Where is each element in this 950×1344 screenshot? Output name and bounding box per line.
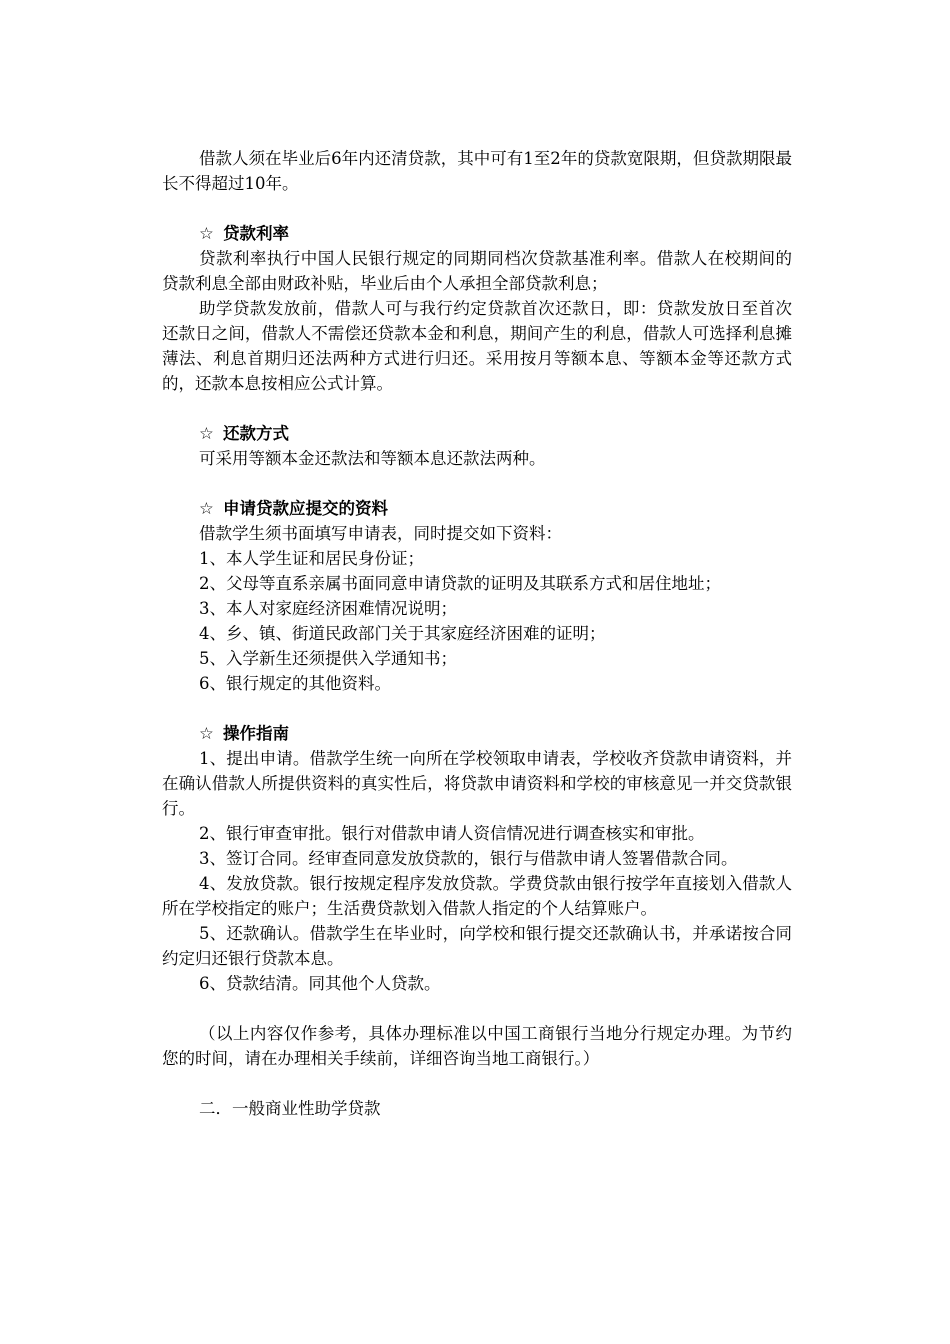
star-icon: ☆ bbox=[199, 499, 214, 518]
spacer bbox=[162, 471, 792, 496]
intro-paragraph: 借款人须在毕业后6年内还清贷款，其中可有1至2年的贷款宽限期，但贷款期限最长不得超过10年。 bbox=[162, 149, 792, 193]
list-item: 5、还款确认。借款学生在毕业时，向学校和银行提交还款确认书，并承诺按合同约定归还银行贷款本息。 bbox=[162, 924, 792, 968]
spacer bbox=[162, 1071, 792, 1096]
list-item: 2、银行审查审批。银行对借款申请人资信情况进行调查核实和审批。 bbox=[199, 824, 705, 843]
section-title: 还款方式 bbox=[223, 424, 289, 443]
disclaimer-note: （以上内容仅作参考，具体办理标准以中国工商银行当地分行规定办理。为节约您的时间，请在办理相关手续前，详细咨询当地工商银行。） bbox=[162, 1024, 792, 1068]
spacer bbox=[162, 996, 792, 1021]
spacer bbox=[162, 696, 792, 721]
list-item: 4、乡、镇、街道民政部门关于其家庭经济困难的证明； bbox=[199, 624, 606, 643]
next-section-heading: 二．一般商业性助学贷款 bbox=[199, 1099, 381, 1118]
list-item: 2、父母等直系亲属书面同意申请贷款的证明及其联系方式和居住地址； bbox=[199, 574, 721, 593]
list-item: 1、本人学生证和居民身份证； bbox=[199, 549, 424, 568]
rate-paragraph-2: 助学贷款发放前，借款人可与我行约定贷款首次还款日，即：贷款发放日至首次还款日之间，借款人不需偿还贷款本金和利息，期间产生的利息，借款人可选择利息摊薄法、利息首期归还法两种方式进行归还。采用按月等额本息、等额本金等还款方式的，还款本息按相应公式计算。 bbox=[162, 299, 792, 393]
section-title: 贷款利率 bbox=[223, 224, 289, 243]
section-heading-loan-rate bbox=[162, 221, 792, 246]
document-page bbox=[162, 146, 792, 1121]
spacer bbox=[162, 396, 792, 421]
repay-paragraph-1: 可采用等额本金还款法和等额本息还款法两种。 bbox=[199, 449, 546, 468]
list-item: 4、发放贷款。银行按规定程序发放贷款。学费贷款由银行按学年直接划入借款人所在学校指定的账户；生活费贷款划入借款人指定的个人结算账户。 bbox=[162, 874, 792, 918]
section-heading-repayment bbox=[162, 421, 792, 446]
list-item: 3、本人对家庭经济困难情况说明； bbox=[199, 599, 457, 618]
list-item: 5、入学新生还须提供入学通知书； bbox=[199, 649, 457, 668]
list-item: 1、提出申请。借款学生统一向所在学校领取申请表，学校收齐贷款申请资料，并在确认借款人所提供资料的真实性后，将贷款申请资料和学校的审核意见一并交贷款银行。 bbox=[162, 749, 792, 818]
star-icon: ☆ bbox=[199, 724, 214, 743]
star-icon: ☆ bbox=[199, 224, 214, 243]
list-item: 6、银行规定的其他资料。 bbox=[199, 674, 391, 693]
section-heading-guide bbox=[162, 721, 792, 746]
section-title: 申请贷款应提交的资料 bbox=[223, 499, 388, 518]
rate-paragraph-1: 贷款利率执行中国人民银行规定的同期同档次贷款基准利率。借款人在校期间的贷款利息全部由财政补贴，毕业后由个人承担全部贷款利息； bbox=[162, 249, 792, 293]
section-heading-materials bbox=[162, 496, 792, 521]
star-icon: ☆ bbox=[199, 424, 214, 443]
section-title: 操作指南 bbox=[223, 724, 289, 743]
spacer bbox=[162, 196, 792, 221]
list-item: 3、签订合同。经审查同意发放贷款的，银行与借款申请人签署借款合同。 bbox=[199, 849, 738, 868]
list-item: 6、贷款结清。同其他个人贷款。 bbox=[199, 974, 441, 993]
materials-intro: 借款学生须书面填写申请表，同时提交如下资料： bbox=[199, 524, 562, 543]
